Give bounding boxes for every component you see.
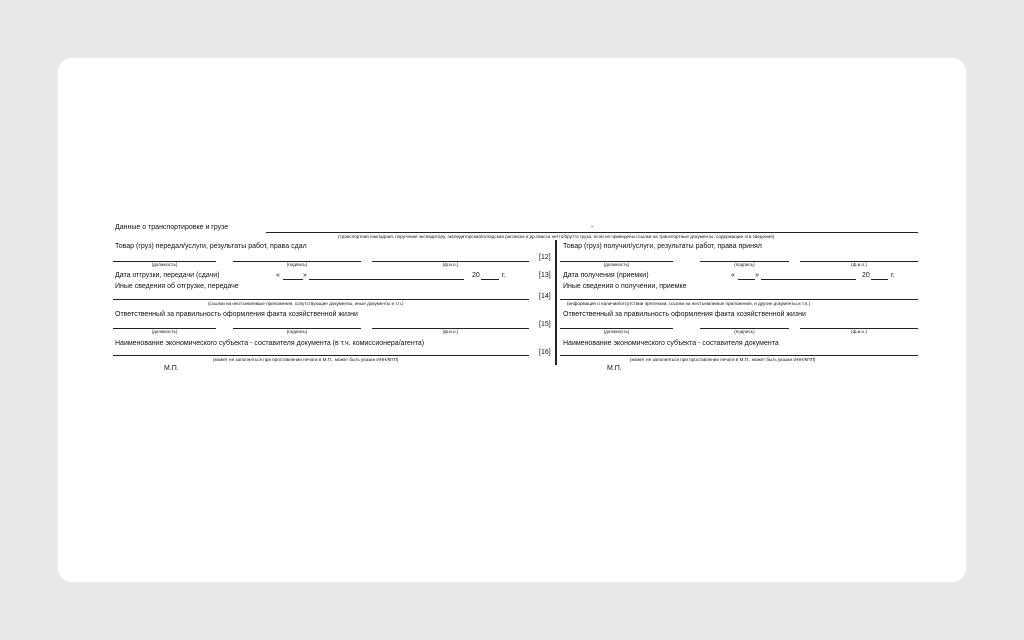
right-resp-signature-caption: (подпись) xyxy=(734,329,755,334)
left-name-caption: (ф.и.о.) xyxy=(442,262,459,267)
left-year-line[interactable] xyxy=(481,279,499,280)
transport-label: Данные о транспортировке и грузе xyxy=(115,224,229,231)
left-stamp: М.П. xyxy=(164,365,179,372)
right-month-line[interactable] xyxy=(761,279,856,280)
left-handed-label: Товар (груз) передал/услуги, результаты работ, права сдал xyxy=(115,243,307,250)
right-day-line[interactable] xyxy=(738,279,755,280)
left-entity-hint: (может не заполняться при проставлении печати в М.П., может быть указан ИНН/КПП) xyxy=(213,357,399,362)
left-quote-open: « xyxy=(276,272,280,279)
right-entity-line[interactable] xyxy=(560,355,918,356)
code-13: [13] xyxy=(539,272,551,279)
column-divider xyxy=(555,240,557,365)
right-stamp: М.П. xyxy=(607,365,622,372)
code-15: [15] xyxy=(539,321,551,328)
left-other-info-label: Иные сведения об отгрузке, передаче xyxy=(115,283,239,290)
left-resp-position-caption: (должность) xyxy=(151,329,178,334)
code-14: [14] xyxy=(539,293,551,300)
right-signature-caption: (подпись) xyxy=(734,262,755,267)
code-12: [12] xyxy=(539,254,551,261)
left-year-prefix: 20 xyxy=(472,272,480,279)
right-other-info-hint: (информация о наличии/отсутствии претензии; ссылки на неотъемлемые приложения, и другие документы и т.п.) xyxy=(567,301,810,306)
right-name-caption: (ф.и.о.) xyxy=(851,262,867,267)
transport-dash: - xyxy=(591,224,594,231)
left-position-caption: (должность) xyxy=(151,262,178,267)
left-other-info-hint: (ссылки на неотъемлемые приложения, сопутствующие документы, иные документы и т.п.) xyxy=(208,301,404,306)
left-resp-name-caption: (ф.и.о.) xyxy=(442,329,459,334)
right-date-label: Дата получения (приемки) xyxy=(563,272,649,279)
right-quote-open: « xyxy=(731,272,735,279)
right-year-suffix: г. xyxy=(891,272,895,279)
right-other-info-line[interactable] xyxy=(560,299,918,300)
left-year-suffix: г. xyxy=(502,272,506,279)
left-responsible-label: Ответственный за правильность оформления факта хозяйственной жизни xyxy=(115,311,358,318)
left-signature-caption: (подпись) xyxy=(286,262,308,267)
right-year-prefix: 20 xyxy=(862,272,870,279)
right-resp-position-caption: (должность) xyxy=(603,329,630,334)
right-resp-name-caption: (ф.и.о.) xyxy=(851,329,867,334)
left-quote-close: » xyxy=(303,272,307,279)
right-entity-label: Наименование экономического субъекта - составителя документа xyxy=(563,340,779,347)
right-responsible-label: Ответственный за правильность оформления факта хозяйственной жизни xyxy=(563,311,806,318)
left-entity-line[interactable] xyxy=(113,355,529,356)
transport-line xyxy=(266,232,918,233)
right-year-line[interactable] xyxy=(871,279,888,280)
left-date-label: Дата отгрузки, передачи (сдачи) xyxy=(115,272,220,279)
right-received-label: Товар (груз) получил/услуги, результаты работ, права принял xyxy=(563,243,762,250)
left-entity-label: Наименование экономического субъекта - составителя документа (в т.ч. комиссионера/агента) xyxy=(115,340,425,347)
transport-hint: (транспортная накладная, поручение экспедитору, экспедиторская/складская расписка и др./масса нетто/брутто груза, если не приведены ссылки на транспортные документы, содержащие эти сведения) xyxy=(338,234,775,239)
left-month-line[interactable] xyxy=(309,279,464,280)
code-16: [16] xyxy=(539,349,551,356)
left-other-info-line[interactable] xyxy=(113,299,529,300)
right-quote-close: » xyxy=(755,272,759,279)
right-entity-hint: (может не заполняться при проставлении печати в М.П., может быть указан ИНН/КПП) xyxy=(630,357,816,362)
right-other-info-label: Иные сведения о получении, приемке xyxy=(563,283,687,290)
right-position-caption: (должность) xyxy=(603,262,630,267)
left-resp-signature-caption: (подпись) xyxy=(286,329,308,334)
left-day-line[interactable] xyxy=(283,279,303,280)
